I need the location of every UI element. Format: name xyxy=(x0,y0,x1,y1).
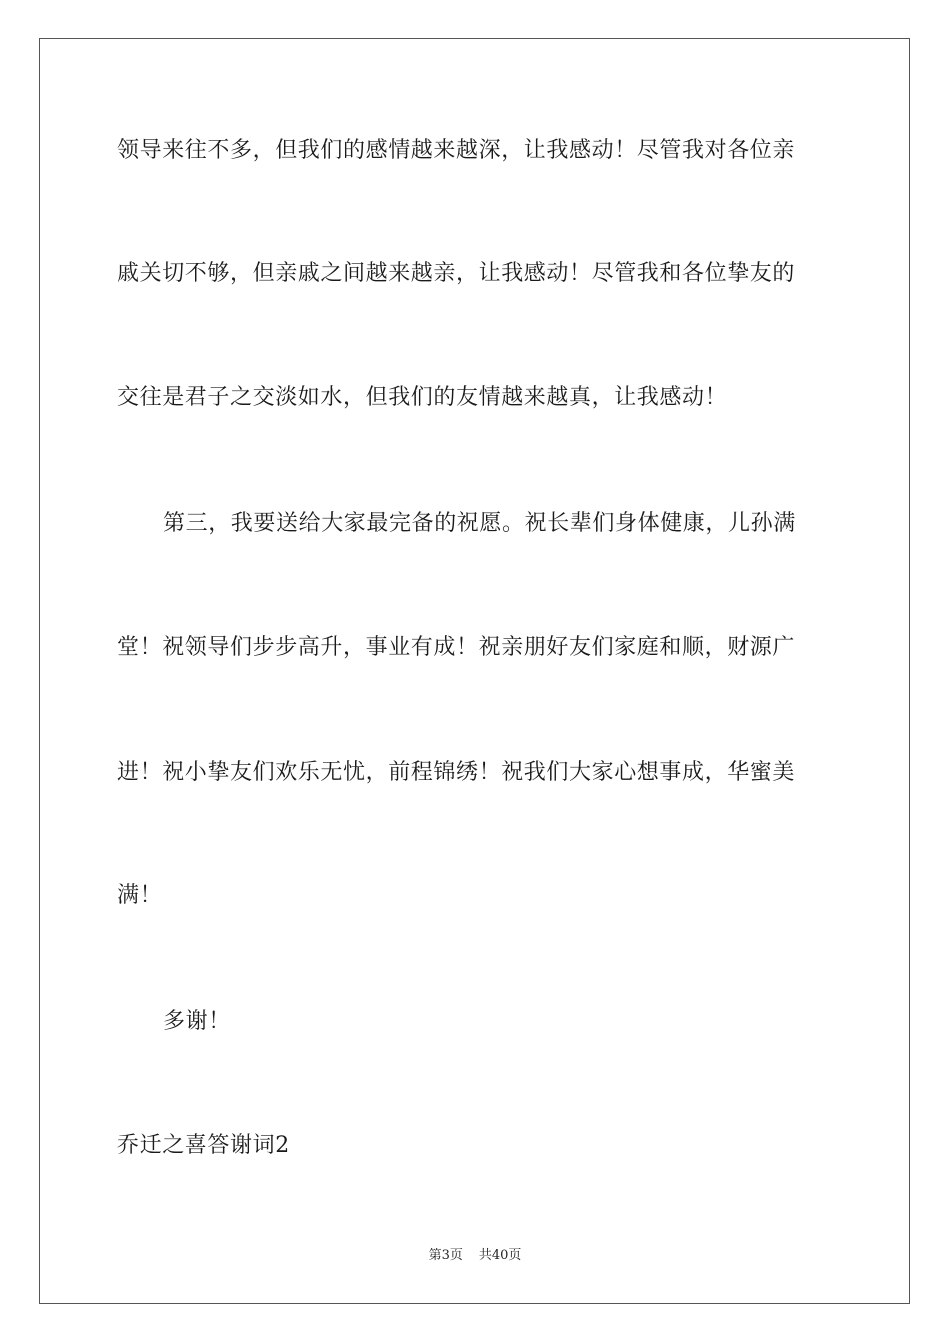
body-line-8: 多谢！ xyxy=(163,1009,231,1034)
body-line-2: 戚关切不够，但亲戚之间越来越亲，让我感动！尽管我和各位挚友的 xyxy=(117,261,796,286)
page-total: 共40页 xyxy=(478,1248,522,1263)
body-line-1: 领导来往不多，但我们的感情越来越深，让我感动！尽管我对各位亲 xyxy=(117,138,796,163)
body-line-6: 进！祝小挚友们欢乐无忧，前程锦绣！祝我们大家心想事成，华蜜美 xyxy=(117,760,796,785)
page-footer xyxy=(0,1247,950,1265)
body-line-4: 第三，我要送给大家最完备的祝愿。祝长辈们身体健康，儿孙满 xyxy=(163,511,796,536)
body-line-3: 交往是君子之交淡如水，但我们的友情越来越真，让我感动！ xyxy=(117,385,728,410)
body-line-5: 堂！祝领导们步步高升，事业有成！祝亲朋好友们家庭和顺，财源广 xyxy=(117,635,796,660)
page-border xyxy=(39,38,910,1304)
page-number: 第3页 xyxy=(428,1248,463,1263)
body-line-7: 满！ xyxy=(117,883,163,908)
section-heading: 乔迁之喜答谢词2 xyxy=(117,1133,290,1158)
